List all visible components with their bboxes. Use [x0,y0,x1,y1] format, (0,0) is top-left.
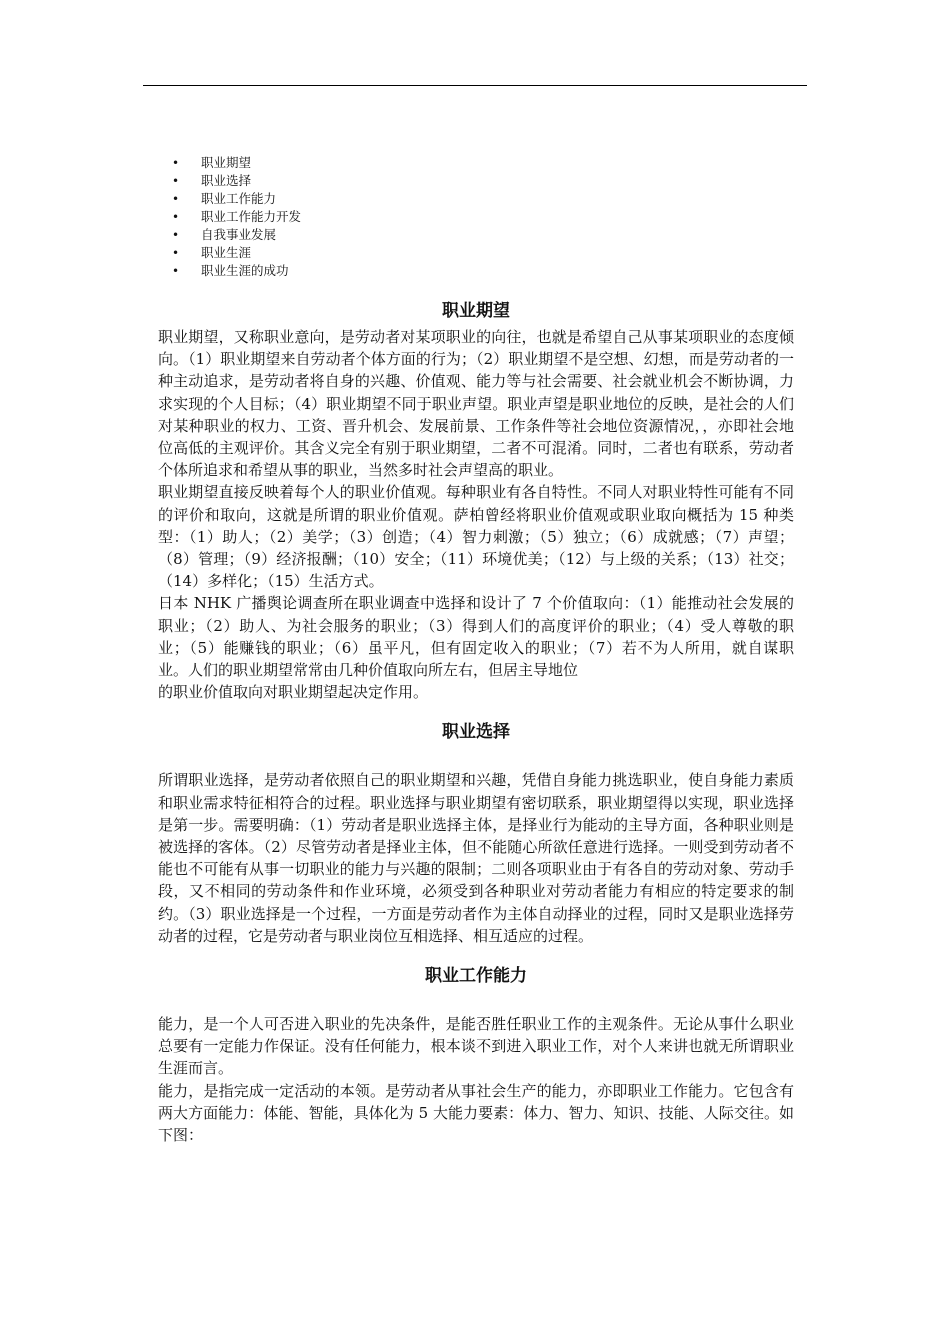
spacer [158,947,794,961]
paragraph: 能力，是指完成一定活动的本领。是劳动者从事社会生产的能力，亦即职业工作能力。它包含有两大方面能力：体能、智能，具体化为 5 大能力要素：体力、智力、知识、技能、人际交往。如下图： [158,1081,794,1145]
section-career-choice [158,717,794,947]
toc-item-self-career-development[interactable] [172,226,301,244]
spacer [158,703,794,717]
toc-item-career-choice[interactable] [172,172,301,190]
toc-item-label: 职业期望 [201,155,252,170]
section-work-ability [158,961,794,1146]
spacer [158,747,794,769]
bullet-icon: • [172,246,180,260]
section-title: 职业工作能力 [425,966,527,987]
toc-item-label: 自我事业发展 [201,227,277,242]
paragraph: 能力，是一个人可否进入职业的先决条件，是能否胜任职业工作的主观条件。无论从事什么职业总要有一定能力作保证。没有任何能力，根本谈不到进入职业工作，对个人来讲也就无所谓职业生涯而言。 [158,1015,794,1078]
toc-item-career[interactable] [172,244,301,262]
bullet-icon: • [172,210,180,224]
toc-item-label: 职业生涯 [201,245,252,260]
spacer [158,991,794,1013]
header-rule [143,85,807,86]
paragraph: 日本 NHK 广播舆论调查所在职业调查中选择和设计了 7 个价值取向：（1）能推动社会发展的职业；（2）助人、为社会服务的职业；（3）得到人们的高度评价的职业；（4）受人尊敬的职业；（5）能赚钱的职业；（6）虽平凡，但有固定收入的职业；（7）若不为人所用，就自谋职业。人们的职业期望常常由几种价值取向所左右，但居主导地位 [158,594,794,680]
paragraph: 的职业价值取向对职业期望起决定作用。 [158,683,429,702]
toc-item-work-ability[interactable] [172,190,301,208]
bullet-icon: • [172,264,180,278]
section-title: 职业选择 [442,722,510,743]
toc-item-career-success[interactable] [172,262,301,280]
toc-item-career-expectation[interactable] [172,154,301,172]
paragraph: 所谓职业选择，是劳动者依照自己的职业期望和兴趣，凭借自身能力挑选职业，使自身能力素质和职业需求特征相符合的过程。职业选择与职业期望有密切联系，职业期望得以实现，职业选择是第一步。需要明确：（1）劳动者是职业选择主体，是择业行为能动的主导方面，各种职业则是被选择的客体。（2）尽管劳动者是择业主体，但不能随心所欲任意进行选择。一则受到劳动者不能也不可能有从事一切职业的能力与兴趣的限制；二则各项职业由于有各自的劳动对象、劳动手段，又不相同的劳动条件和作业环境，必须受到各种职业对劳动者能力有相应的特定要求的制约。（3）职业选择是一个过程，一方面是劳动者作为主体自动择业的过程，同时又是职业选择劳动者的过程，它是劳动者与职业岗位互相选择、相互适应的过程。 [158,771,794,945]
toc-item-label: 职业选择 [201,173,252,188]
bullet-icon: • [172,156,180,170]
paragraph: 职业期望，又称职业意向，是劳动者对某项职业的向往，也就是希望自己从事某项职业的态度倾向。（1）职业期望来自劳动者个体方面的行为；（2）职业期望不是空想、幻想，而是劳动者的一种主动追求，是劳动者将自身的兴趣、价值观、能力等与社会需要、社会就业机会不断协调，力求实现的个人目标；（4）职业期望不同于职业声望。职业声望是职业地位的反映，是社会的人们对某种职业的权力、工资、晋升机会、发展前景、工作条件等社会地位资源情况，，亦即社会地位高低的主观评价。其含义完全有别于职业期望，二者不可混淆。同时，二者也有联系，劳动者个体所追求和希望从事的职业，当然多时社会声望高的职业。 [158,328,794,480]
paragraph: 职业期望直接反映着每个人的职业价值观。每种职业有各自特性。不同人对职业特性可能有不同的评价和取向，这就是所谓的职业价值观。萨柏曾经将职业价值观或职业取向概括为 15 种类型：（1）助人；（2）美学；（3）创造；（4）智力刺激；（5）独立；（6）成就感；（7）声望；（8）管理；（9）经济报酬；（10）安全；（11）环境优美；（12）与上级的关系；（13）社交；（14）多样化；（15）生活方式。 [158,483,794,591]
document-body [158,296,794,1146]
toc-item-label: 职业生涯的成功 [201,263,289,278]
toc-item-label: 职业工作能力 [201,191,277,206]
toc-item-ability-development[interactable] [172,208,301,226]
toc-item-label: 职业工作能力开发 [201,209,302,224]
section-career-expectation [158,296,794,703]
bullet-icon: • [172,228,180,242]
table-of-contents [172,154,301,280]
section-title: 职业期望 [442,301,510,321]
bullet-icon: • [172,174,180,188]
bullet-icon: • [172,192,180,206]
